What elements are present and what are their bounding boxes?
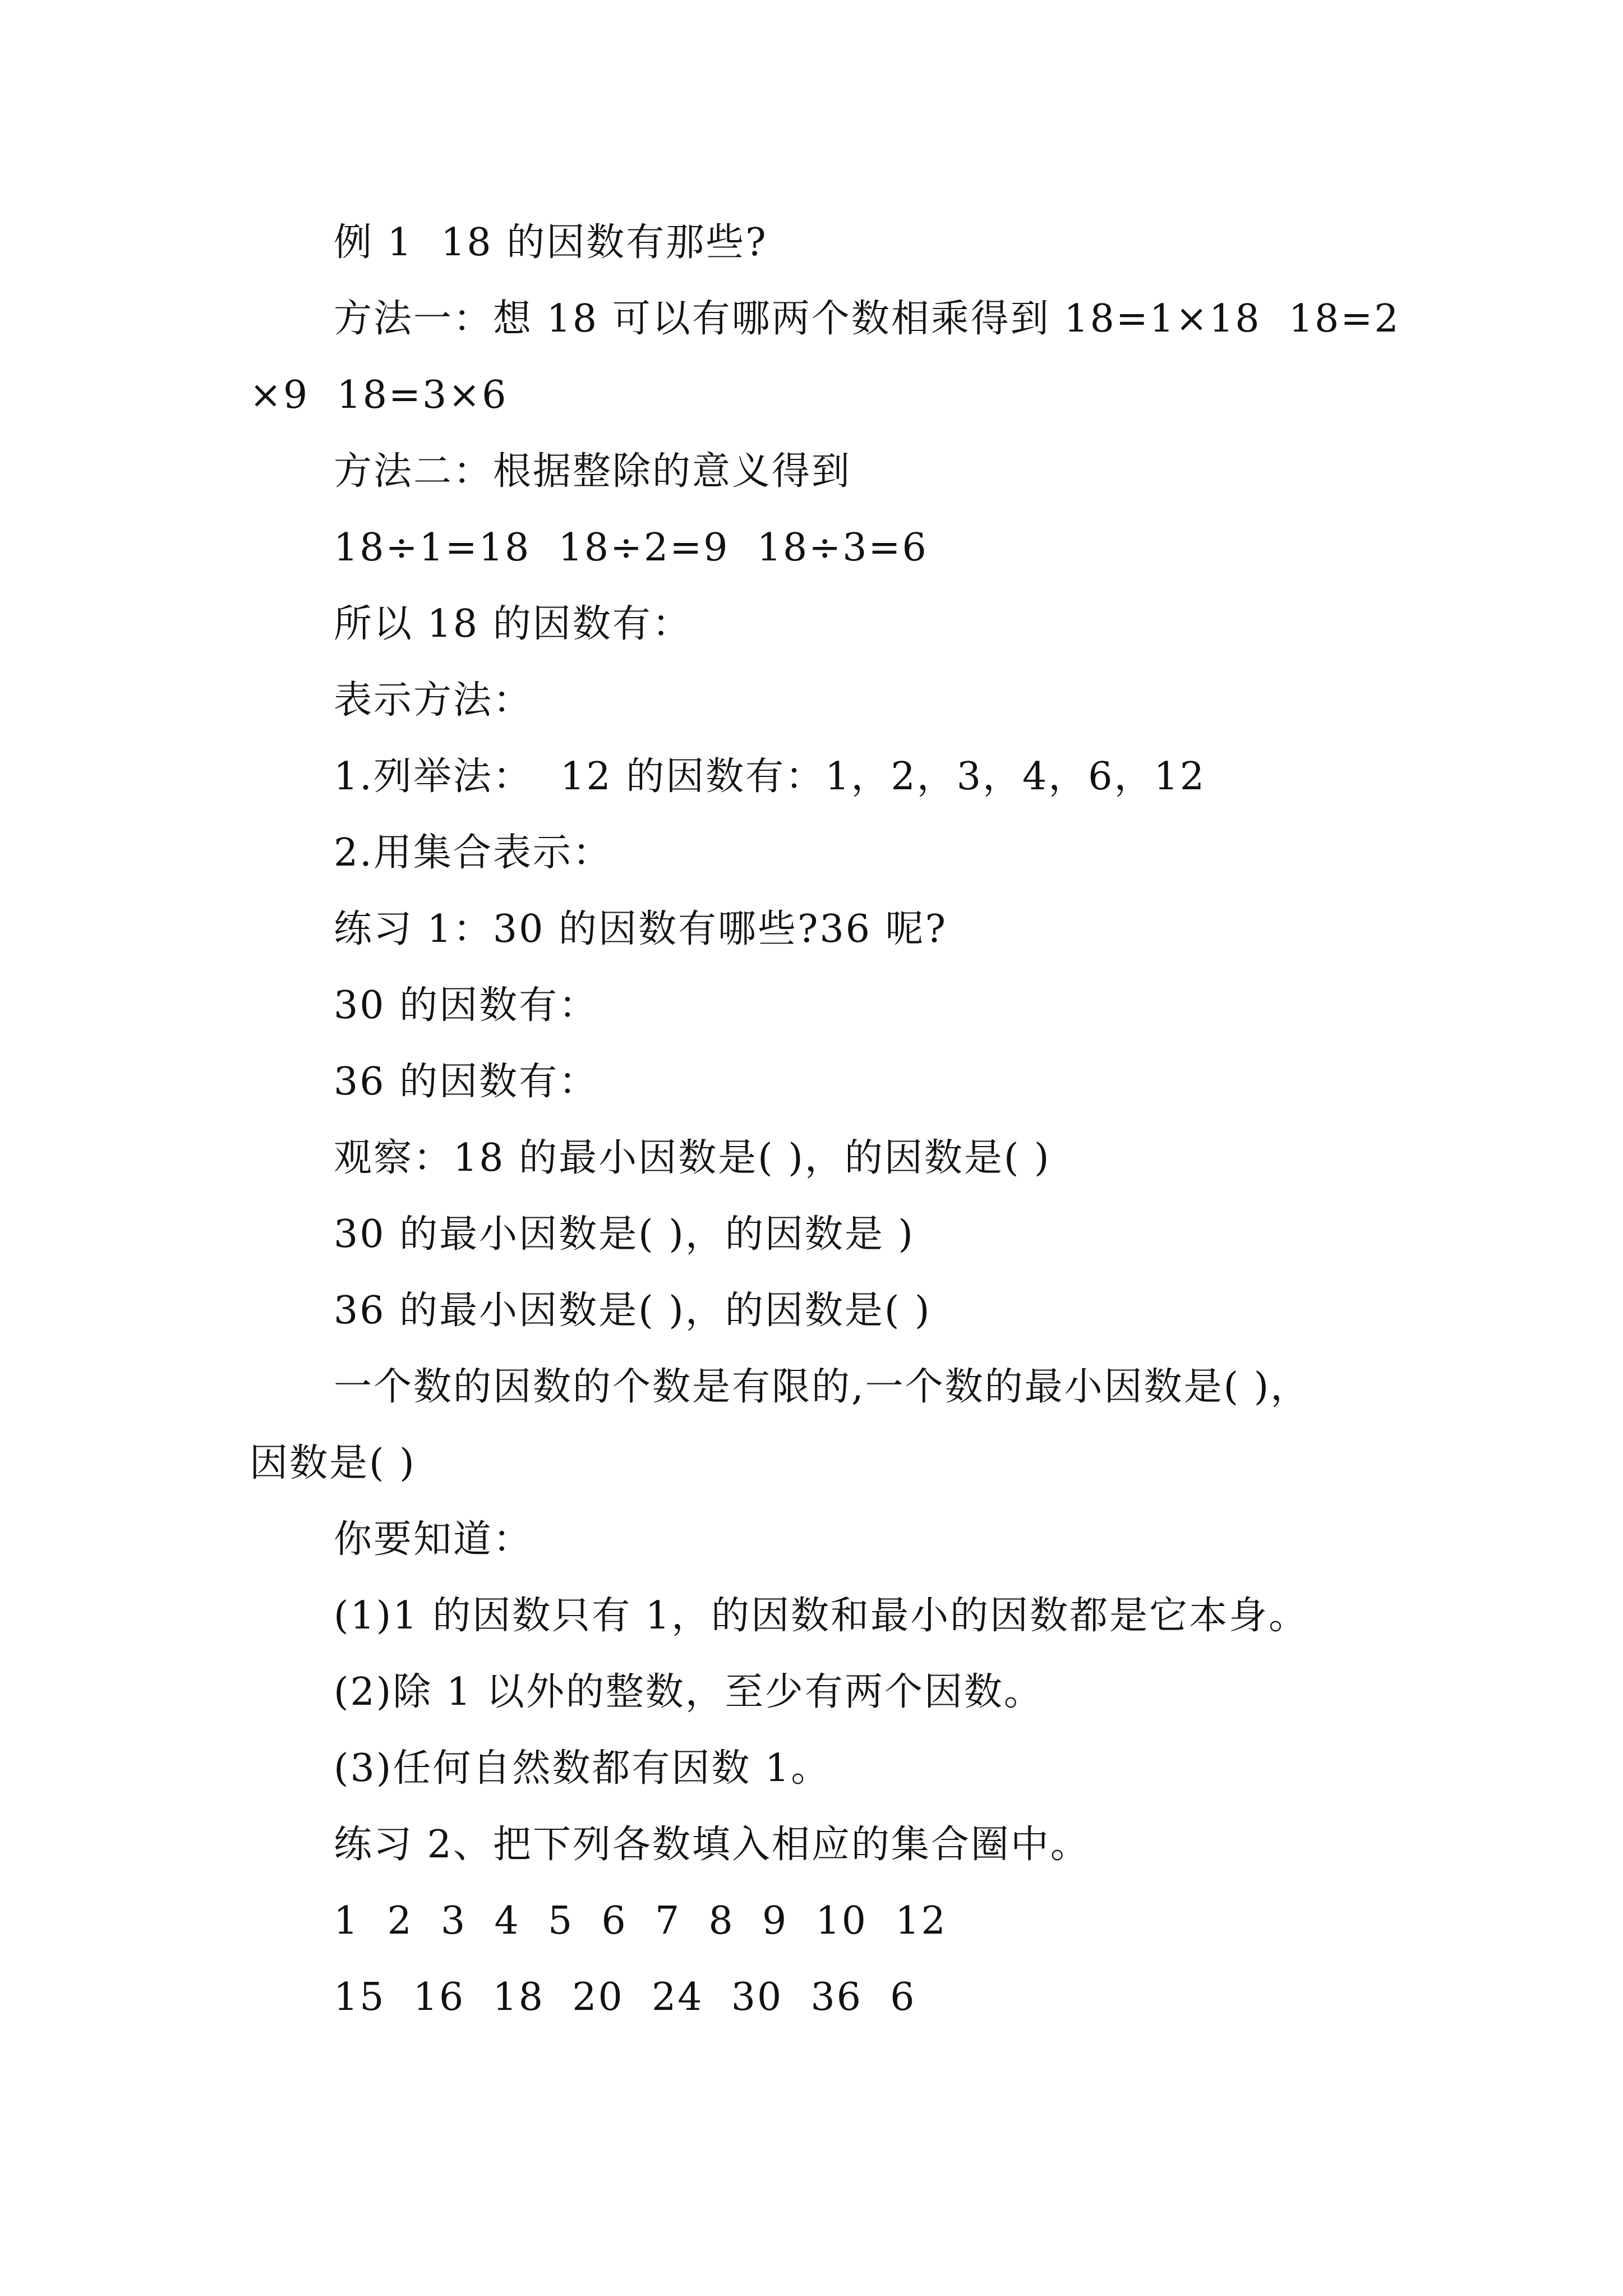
method-two-line: 方法二：根据整除的意义得到 <box>334 449 852 494</box>
observe-18-line: 观察：18 的最小因数是( )，的因数是( ) <box>334 1136 1051 1180</box>
listing-method-line: 1.列举法： 12 的因数有：1，2，3，4，6，12 <box>334 754 1206 799</box>
you-should-know-heading: 你要知道： <box>334 1517 533 1562</box>
set-method-line: 2.用集合表示： <box>334 831 612 875</box>
note-1-line: (1)1 的因数只有 1，的因数和最小的因数都是它本身。 <box>334 1594 1309 1638</box>
note-2-line: (2)除 1 以外的整数，至少有两个因数。 <box>334 1670 1044 1714</box>
note-3-line: (3)任何自然数都有因数 1。 <box>334 1746 831 1791</box>
example-1-title: 例 1 18 的因数有那些? <box>334 220 768 265</box>
factors-of-30-line: 30 的因数有： <box>334 983 599 1028</box>
exercise-1-line: 练习 1：30 的因数有哪些?36 呢? <box>334 907 948 951</box>
method-one-continuation: ×9 18=3×6 <box>250 373 508 417</box>
method-one-line: 方法一：想 18 可以有哪两个数相乘得到 18=1×18 18=2 <box>334 297 1400 341</box>
factors-of-36-line: 36 的因数有： <box>334 1060 599 1104</box>
number-list-row-2: 15 16 18 20 24 30 36 6 <box>334 1975 916 2019</box>
conclusion-line: 一个数的因数的个数是有限的,一个数的最小因数是( )， <box>334 1365 1311 1409</box>
representation-heading: 表示方法： <box>334 678 533 723</box>
factors-of-18-line: 所以 18 的因数有： <box>334 602 692 646</box>
number-list-row-1: 1 2 3 4 5 6 7 8 9 10 12 <box>334 1899 947 1943</box>
division-equations: 18÷1=18 18÷2=9 18÷3=6 <box>334 526 928 570</box>
observe-36-line: 36 的最小因数是( )，的因数是( ) <box>334 1289 932 1333</box>
conclusion-continuation: 因数是( ) <box>250 1441 416 1485</box>
observe-30-line: 30 的最小因数是( )，的因数是 ) <box>334 1212 915 1257</box>
exercise-2-line: 练习 2、把下列各数填入相应的集合圈中。 <box>334 1823 1090 1867</box>
